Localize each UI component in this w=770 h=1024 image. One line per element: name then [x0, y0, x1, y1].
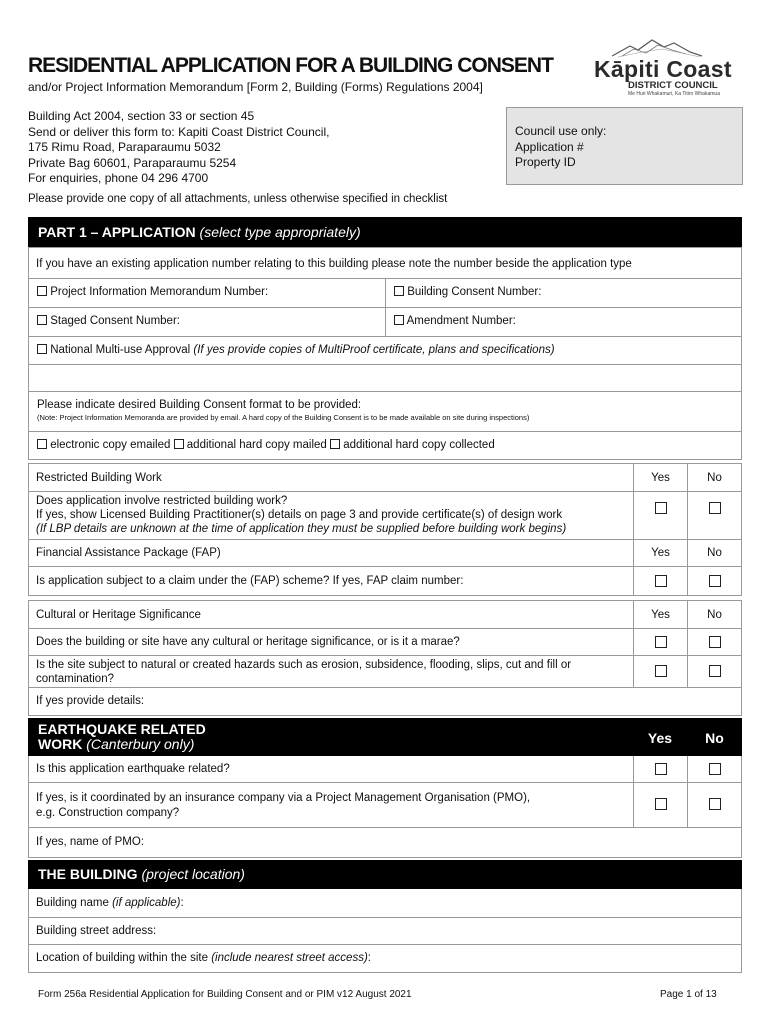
yes-cell — [634, 783, 688, 827]
location-label: Location of building within the site — [36, 952, 208, 964]
amendment-number-label: Amendment Number: — [406, 315, 516, 327]
application-number-label: Application # — [515, 139, 584, 154]
yes-cell — [634, 567, 688, 595]
intro-line: 175 Rimu Road, Paraparaumu 5032 — [28, 140, 221, 154]
pmo-question — [29, 783, 634, 827]
pmo-q-line1: If yes, is it coordinated by an insurance company via a Project Management Organisation (PMO), — [36, 792, 531, 804]
logo-motto: Me Huri Whakamuri, Ka Titiro Whakamua — [628, 91, 720, 97]
intro-line: For enquiries, phone 04 296 4700 — [28, 171, 209, 185]
fap-heading-row — [28, 540, 742, 567]
no-cell — [688, 567, 741, 595]
cultural-yes-checkbox[interactable] — [655, 636, 667, 648]
earthquake-title — [38, 722, 206, 752]
multiuse-note: (If yes provide copies of MultiProof certificate, plans and specifications) — [193, 344, 555, 356]
earthquake-title-note: (Canterbury only) — [86, 736, 195, 752]
building-heading — [28, 860, 742, 889]
cultural-question-row — [28, 629, 742, 656]
mailed-checkbox[interactable] — [174, 439, 184, 449]
fap-heading: Financial Assistance Package (FAP) — [29, 540, 634, 566]
fap-question-row — [28, 567, 742, 596]
pmo-question-row — [28, 783, 742, 828]
fap-no-checkbox[interactable] — [709, 575, 721, 587]
earthquake-title-line2: WORK — [38, 736, 83, 752]
building-title: THE BUILDING — [38, 866, 138, 882]
hazards-yes-checkbox[interactable] — [655, 665, 667, 677]
no-cell — [688, 492, 741, 539]
format-email-label: electronic copy emailed — [50, 439, 171, 451]
multiuse-row[interactable] — [28, 337, 742, 365]
multiuse-label: National Multi-use Approval — [50, 344, 191, 356]
part1-title: PART 1 – APPLICATION — [38, 224, 196, 240]
format-options-row — [28, 432, 742, 460]
property-id-label: Property ID — [515, 155, 576, 169]
bc-number-label: Building Consent Number: — [407, 286, 542, 298]
yes-header: Yes — [634, 601, 688, 628]
no-header: No — [707, 609, 722, 621]
collected-checkbox[interactable] — [330, 439, 340, 449]
format-label: Please indicate desired Building Consent format to be provided: — [37, 399, 362, 411]
amendment-number-cell[interactable] — [386, 308, 741, 336]
no-cell — [688, 656, 741, 687]
building-name-note: (if applicable) — [112, 897, 181, 909]
yes-header: Yes — [634, 464, 688, 491]
pim-number-cell[interactable] — [29, 279, 386, 307]
part1-title-note: (select type appropriately) — [199, 224, 361, 240]
earthquake-yes-checkbox[interactable] — [655, 763, 667, 775]
blank-row — [28, 365, 742, 392]
location-note: (include nearest street access) — [211, 952, 368, 964]
earthquake-heading — [28, 718, 742, 756]
intro-line: Send or deliver this form to: Kapiti Coast District Council, — [28, 124, 330, 139]
building-name-colon: : — [180, 897, 184, 909]
building-title-note: (project location) — [141, 866, 245, 882]
footer-form-id: Form 256a Residential Application for Building Consent and or PIM v12 August 2021 — [38, 989, 412, 1000]
restricted-heading: Restricted Building Work — [29, 464, 634, 491]
format-note: (Note: Project Information Memoranda are provided by email. A hard copy of the Building Consent is to be made available on site during inspections) — [37, 413, 530, 422]
earthquake-question-row — [28, 756, 742, 783]
pmo-name-label: If yes, name of PMO: — [36, 836, 145, 848]
pmo-no-checkbox[interactable] — [709, 798, 721, 810]
consent-format-row — [28, 392, 742, 432]
hazards-question — [29, 656, 634, 687]
yes-cell — [634, 756, 688, 782]
footer-page-number: Page 1 of 13 — [660, 989, 717, 1000]
mountain-icon — [612, 38, 702, 58]
staged-number-cell[interactable] — [29, 308, 386, 336]
restricted-no-checkbox[interactable] — [709, 502, 721, 514]
yes-header: Yes — [647, 730, 673, 746]
logo-council: DISTRICT COUNCIL — [628, 80, 718, 91]
yes-cell — [634, 629, 688, 655]
council-use-box — [506, 107, 743, 185]
logo-name: Kāpiti Coast — [594, 56, 732, 82]
cultural-heading-row — [28, 600, 742, 629]
earthquake-title-line1: EARTHQUAKE RELATED — [38, 721, 206, 737]
staged-checkbox[interactable] — [37, 315, 47, 325]
pmo-name-row[interactable] — [28, 828, 742, 858]
application-type-row-2 — [28, 308, 742, 337]
intro-line: Building Act 2004, section 33 or section 45 — [28, 109, 255, 123]
attachments-note: Please provide one copy of all attachments, unless otherwise specified in checklist — [28, 193, 448, 205]
form-subtitle: and/or Project Information Memorandum [Form 2, Building (Forms) Regulations 2004] — [28, 80, 483, 94]
pmo-yes-checkbox[interactable] — [655, 798, 667, 810]
pim-checkbox[interactable] — [37, 286, 47, 296]
restricted-heading-row — [28, 463, 742, 492]
fap-yes-checkbox[interactable] — [655, 575, 667, 587]
street-address-row[interactable] — [28, 918, 742, 945]
no-cell — [688, 756, 741, 782]
existing-application-note-row — [28, 247, 742, 279]
application-type-row-1 — [28, 279, 742, 308]
hazards-no-checkbox[interactable] — [709, 665, 721, 677]
fap-question: Is application subject to a claim under the (FAP) scheme? If yes, FAP claim number: — [29, 567, 634, 595]
building-name-label: Building name — [36, 897, 109, 909]
restricted-yes-checkbox[interactable] — [655, 502, 667, 514]
amendment-checkbox[interactable] — [394, 315, 404, 325]
intro-block — [28, 109, 329, 187]
existing-note: If you have an existing application number relating to this building please note the number beside the application type — [36, 258, 632, 270]
format-mailed-label: additional hard copy mailed — [186, 439, 327, 451]
cultural-details-row[interactable] — [28, 688, 742, 716]
cultural-question: Does the building or site have any cultural or heritage significance, or is it a marae? — [29, 629, 634, 655]
pim-number-label: Project Information Memorandum Number: — [50, 286, 269, 298]
intro-line: Private Bag 60601, Paraparaumu 5254 — [28, 155, 237, 170]
restricted-question-row — [28, 492, 742, 540]
building-location-row[interactable] — [28, 945, 742, 973]
no-cell — [688, 783, 741, 827]
multiuse-checkbox[interactable] — [37, 344, 47, 354]
street-address-label: Building street address: — [36, 925, 157, 937]
no-cell — [688, 629, 741, 655]
yes-cell — [634, 492, 688, 539]
no-header: No — [705, 730, 724, 746]
staged-number-label: Staged Consent Number: — [50, 315, 180, 327]
location-colon: : — [367, 952, 371, 964]
hazards-q-line2: contamination? — [36, 673, 114, 685]
hazards-q-line1: Is the site subject to natural or created hazards such as erosion, subsidence, flooding, slips, cut and fill or — [36, 659, 572, 671]
building-name-row[interactable] — [28, 889, 742, 918]
part1-heading — [28, 217, 742, 247]
council-use-label: Council use only: — [515, 124, 607, 138]
cultural-details-label: If yes provide details: — [36, 695, 145, 707]
restricted-q3: (If LBP details are unknown at the time of application they must be supplied before building work begins) — [36, 523, 567, 535]
restricted-question — [29, 492, 634, 539]
bc-checkbox[interactable] — [394, 286, 404, 296]
format-collected-label: additional hard copy collected — [343, 439, 495, 451]
restricted-q1: Does application involve restricted building work? — [36, 495, 288, 507]
bc-number-cell[interactable] — [386, 279, 741, 307]
no-header: No — [707, 547, 722, 559]
earthquake-no-checkbox[interactable] — [709, 763, 721, 775]
pmo-q-line2: e.g. Construction company? — [36, 807, 180, 819]
earthquake-question: Is this application earthquake related? — [29, 756, 634, 782]
restricted-q2: If yes, show Licensed Building Practitioner(s) details on page 3 and provide certificate(s) of design work — [36, 509, 563, 521]
cultural-no-checkbox[interactable] — [709, 636, 721, 648]
form-title: RESIDENTIAL APPLICATION FOR A BUILDING CONSENT — [28, 54, 553, 77]
cultural-heading: Cultural or Heritage Significance — [29, 601, 634, 628]
no-header: No — [707, 472, 722, 484]
council-logo — [594, 38, 734, 100]
yes-header: Yes — [634, 540, 688, 566]
hazards-question-row — [28, 656, 742, 688]
yes-cell — [634, 656, 688, 687]
email-checkbox[interactable] — [37, 439, 47, 449]
